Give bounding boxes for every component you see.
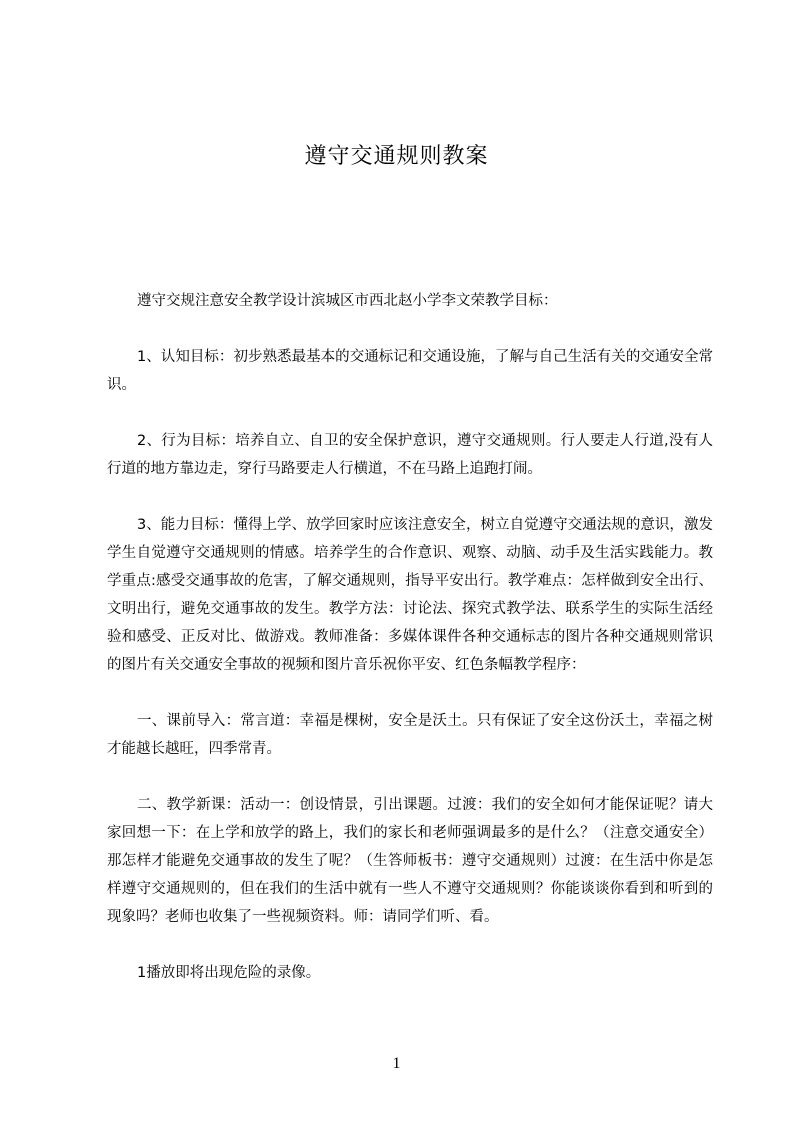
paragraph-behavior-goal: 2、行为目标：培养自立、自卫的安全保护意识，遵守交通规则。行人要走人行道,没有人行道的地方靠边走，穿行马路要走人行横道，不在马路上追跑打闹。 <box>107 433 713 477</box>
paragraph-ability-goal: 3、能力目标：懂得上学、放学回家时应该注意安全，树立自觉遵守交通法规的意识，激发学生自觉遵守交通规则的情感。培养学生的合作意识、观察、动脑、动手及生活实践能力。教学重点:感受交通事故的危害，了解交通规则，指导平安出行。教学难点：怎样做到安全出行、文明出行，避免交通事故的发生。教学方法：讨论法、探究式教学法、联系学生的实际生活经验和感受、正反对比、做游戏。教师准备：多媒体课件各种交通标志的图片各种交通规则常识的图片有关交通安全事故的视频和图片音乐祝你平安、红色条幅教学程序： <box>107 517 713 673</box>
document-title: 遵守交通规则教案 <box>304 144 489 169</box>
paragraph-video: 1播放即将出现危险的录像。 <box>137 965 321 981</box>
paragraph-intro: 遵守交规注意安全教学设计滨城区市西北赵小学李文荣教学目标： <box>137 293 558 309</box>
paragraph-lesson-intro: 一、课前导入：常言道：幸福是棵树，安全是沃土。只有保证了安全这份沃土，幸福之树才能越长越旺，四季常青。 <box>107 713 713 757</box>
paragraph-new-lesson: 二、教学新课：活动一：创设情景，引出课题。过渡：我们的安全如何才能保证呢？请大家回想一下：在上学和放学的路上，我们的家长和老师强调最多的是什么？（注意交通安全）那怎样才能避免交通事故的发生了呢？（生答师板书：遵守交通规则）过渡：在生活中你是怎样遵守交通规则的，但在我们的生活中就有一些人不遵守交通规则？你能谈谈你看到和听到的现象吗？老师也收集了一些视频资料。师：请同学们听、看。 <box>107 797 713 925</box>
document-body <box>107 287 713 1015</box>
page-number: 1 <box>392 1055 401 1072</box>
paragraph-cognitive-goal: 1、认知目标：初步熟悉最基本的交通标记和交通设施，了解与自己生活有关的交通安全常识。 <box>107 349 713 393</box>
